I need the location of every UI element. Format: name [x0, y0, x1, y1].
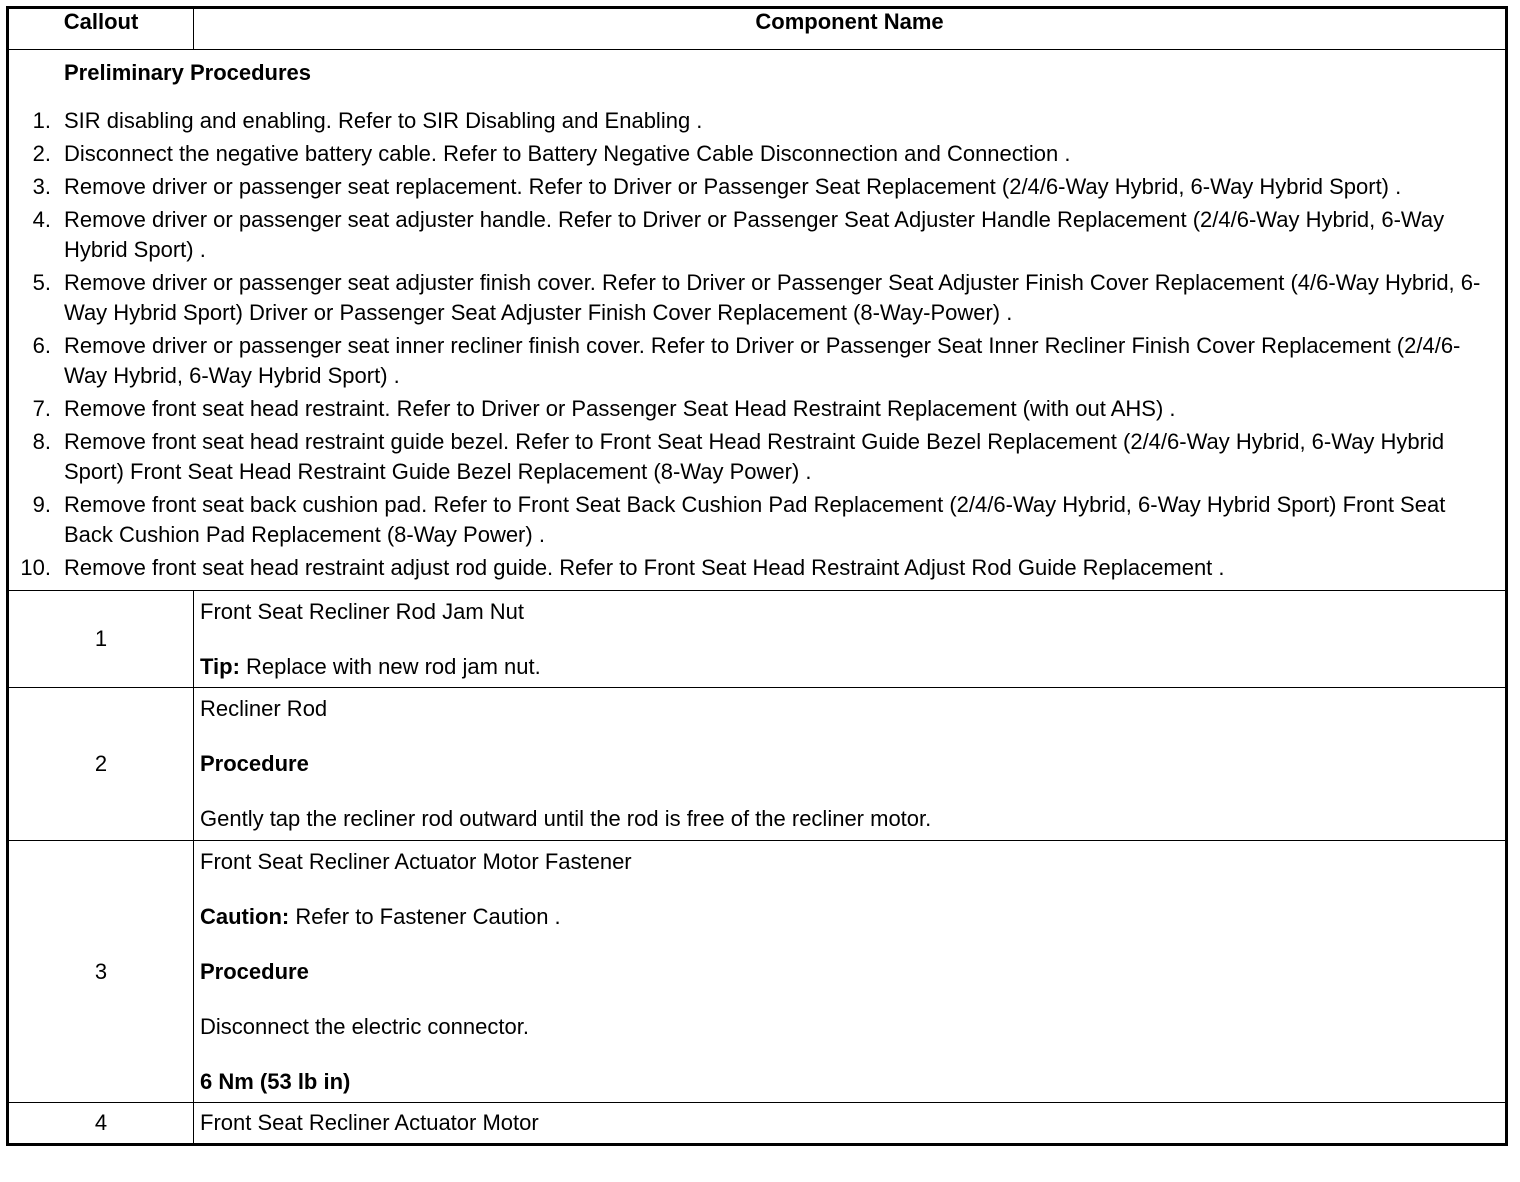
step-number: 5. [32, 270, 51, 295]
procedure-text: Gently tap the recliner rod outward until the rod is free of the recliner motor. [200, 806, 932, 831]
step-text: Remove front seat head restraint. Refer to Driver or Passenger Seat Head Restraint Replacement (with out AHS) . [64, 396, 1176, 421]
step-number: 4. [32, 207, 51, 232]
preliminary-step [9, 490, 1497, 550]
callout-number: 3 [8, 841, 194, 1103]
preliminary-step [9, 172, 1497, 202]
callout-number: 4 [8, 1103, 194, 1145]
preliminary-cell [8, 50, 1507, 591]
preliminary-step [9, 205, 1497, 265]
preliminary-step [9, 331, 1497, 391]
table-row [8, 841, 1507, 1103]
step-text: SIR disabling and enabling. Refer to SIR Disabling and Enabling . [64, 108, 703, 133]
table-header-row [8, 8, 1507, 50]
preliminary-step [9, 427, 1497, 487]
component-cell [194, 688, 1507, 841]
step-number: 6. [32, 333, 51, 358]
component-name: Front Seat Recliner Actuator Motor [200, 1110, 539, 1135]
component-cell [194, 1103, 1507, 1145]
component-table [6, 6, 1508, 1146]
step-text: Remove front seat head restraint adjust rod guide. Refer to Front Seat Head Restraint Adjust Rod Guide Replacement . [64, 555, 1225, 580]
preliminary-title: Preliminary Procedures [64, 60, 312, 85]
table-row [8, 591, 1507, 688]
callout-header: Callout [8, 8, 194, 50]
component-name: Front Seat Recliner Actuator Motor Fastener [200, 849, 632, 874]
step-number: 1. [32, 108, 51, 133]
table-row [8, 1103, 1507, 1145]
step-number: 2. [32, 141, 51, 166]
tip-note [200, 652, 1499, 682]
preliminary-steps-list [9, 106, 1497, 583]
preliminary-step [9, 553, 1497, 583]
component-name-header: Component Name [194, 8, 1507, 50]
preliminary-row [8, 50, 1507, 591]
component-cell [194, 841, 1507, 1103]
procedure-label: Procedure [200, 751, 309, 776]
tip-label: Tip: [200, 654, 240, 679]
caution-text: Refer to Fastener Caution . [289, 904, 561, 929]
component-name: Front Seat Recliner Rod Jam Nut [200, 599, 525, 624]
step-number: 9. [32, 492, 51, 517]
preliminary-step [9, 106, 1497, 136]
step-number: 10. [20, 555, 51, 580]
step-number: 8. [32, 429, 51, 454]
tip-text: Replace with new rod jam nut. [239, 654, 541, 679]
callout-number: 1 [8, 591, 194, 688]
step-text: Remove driver or passenger seat adjuster handle. Refer to Driver or Passenger Seat Adjuster Handle Replacement (2/4/6-Way Hybrid, 6-Way Hybrid Sport) . [64, 207, 1445, 262]
step-text: Remove driver or passenger seat inner recliner finish cover. Refer to Driver or Passenger Seat Inner Recliner Finish Cover Replacement (2/4/6-Way Hybrid, 6-Way Hybrid Sport) . [64, 333, 1461, 388]
preliminary-step [9, 394, 1497, 424]
torque-spec: 6 Nm (53 lb in) [200, 1069, 351, 1094]
caution-label: Caution: [200, 904, 290, 929]
step-text: Remove driver or passenger seat replacement. Refer to Driver or Passenger Seat Replacement (2/4/6-Way Hybrid, 6-Way Hybrid Sport) . [64, 174, 1402, 199]
callout-number: 2 [8, 688, 194, 841]
procedure-text: Disconnect the electric connector. [200, 1014, 529, 1039]
component-cell [194, 591, 1507, 688]
table-row [8, 688, 1507, 841]
step-text: Disconnect the negative battery cable. Refer to Battery Negative Cable Disconnection and Connection . [64, 141, 1071, 166]
component-name: Recliner Rod [200, 696, 328, 721]
step-text: Remove front seat back cushion pad. Refer to Front Seat Back Cushion Pad Replacement (2/4/6-Way Hybrid, 6-Way Hybrid Sport) Front Seat Back Cushion Pad Replacement (8-Way Power) . [64, 492, 1446, 547]
preliminary-step [9, 139, 1497, 169]
step-number: 7. [32, 396, 51, 421]
caution-note [200, 902, 1499, 932]
step-number: 3. [32, 174, 51, 199]
procedure-label: Procedure [200, 959, 309, 984]
step-text: Remove front seat head restraint guide bezel. Refer to Front Seat Head Restraint Guide Bezel Replacement (2/4/6-Way Hybrid, 6-Way Hybrid Sport) Front Seat Head Restraint Guide Bezel Replacement (8-Way Power) . [64, 429, 1445, 484]
preliminary-step [9, 268, 1497, 328]
step-text: Remove driver or passenger seat adjuster finish cover. Refer to Driver or Passenger Seat Adjuster Finish Cover Replacement (4/6-Way Hybrid, 6-Way Hybrid Sport) Driver or Passenger Seat Adjuster Finish Cover Replacement (8-Way-Power) . [64, 270, 1481, 325]
